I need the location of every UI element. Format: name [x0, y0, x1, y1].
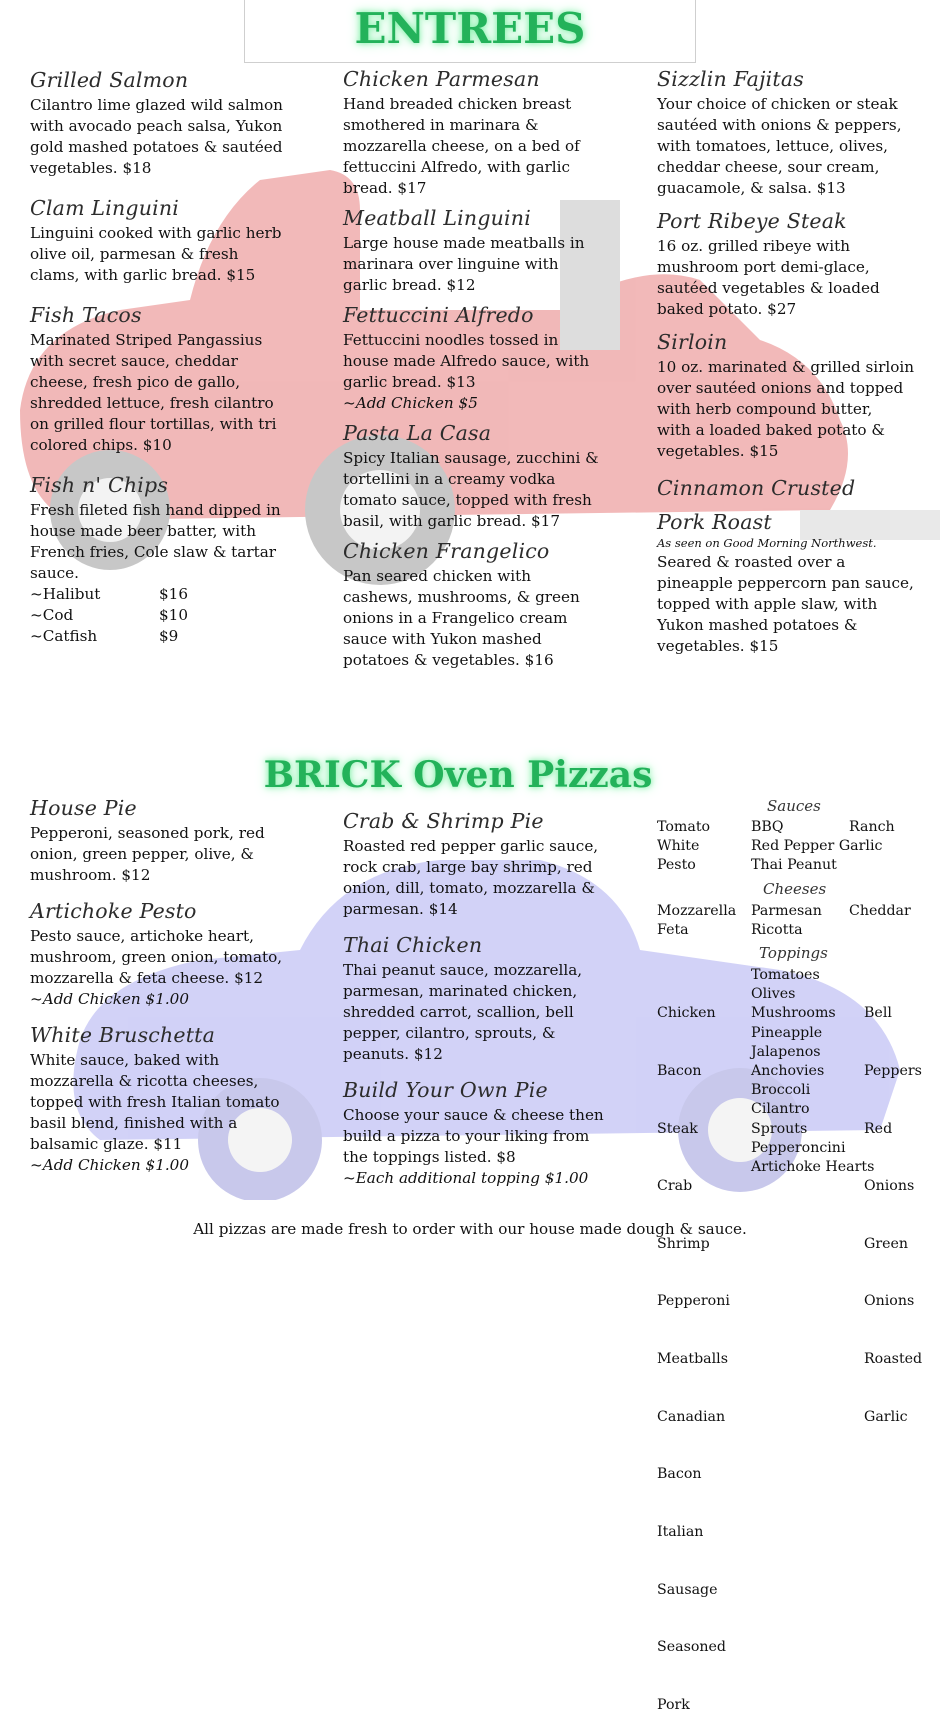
item-desc: shredded lettuce, fresh cilantro [30, 394, 274, 412]
pizzas-column-2 [343, 809, 643, 1189]
item-desc: sautéed with onions & peppers, [657, 116, 902, 134]
item-desc: Seared & roasted over a [657, 553, 846, 571]
topping-option: Italian [657, 1523, 704, 1540]
item-desc: Fettuccini noodles tossed in [343, 331, 559, 349]
topping-option: Peppers [864, 1063, 922, 1080]
item-subtitle: As seen on Good Morning Northwest. [657, 536, 877, 550]
item-desc: Yukon mashed potatoes & [657, 616, 858, 634]
topping-option: Onions [864, 1178, 915, 1195]
item-desc: Large house made meatballs in [343, 234, 585, 252]
item-desc: basil, with garlic bread. $17 [343, 512, 560, 530]
item-desc: pepper, cilantro, sprouts, & [343, 1024, 556, 1042]
topping-option: Shrimp [657, 1235, 710, 1252]
cheeses-column-1 [657, 902, 736, 940]
price-row [30, 584, 330, 605]
item-name: House Pie [30, 796, 137, 820]
topping-option: Green [864, 1235, 909, 1252]
sauce-option: White [657, 838, 700, 855]
topping-option: Bell [864, 1005, 892, 1022]
item-desc: Hand breaded chicken breast [343, 95, 572, 113]
item-name: Chicken Parmesan [343, 67, 540, 91]
topping-option: Pepperoni [657, 1293, 730, 1310]
item-desc: the toppings listed. $8 [343, 1148, 516, 1166]
item-desc: sautéed vegetables & loaded [657, 279, 880, 297]
topping-option: Roasted [864, 1351, 923, 1368]
item-desc: 16 oz. grilled ribeye with [657, 237, 851, 255]
item-desc: with a loaded baked potato & [657, 421, 885, 439]
item-desc: cheddar cheese, sour cream, [657, 158, 880, 176]
topping-option: Anchovies [751, 1063, 825, 1080]
item-desc: onion, green pepper, olive, & [30, 845, 254, 863]
item-desc: balsamic glaze. $11 [30, 1135, 183, 1153]
cheese-option: Mozzarella [657, 903, 737, 919]
sauce-option: Tomato [657, 819, 711, 835]
menu-item-build-your-own-pie [343, 1078, 643, 1189]
item-desc: topped with apple slaw, with [657, 595, 878, 613]
cheeses-heading: Cheeses [763, 880, 827, 898]
item-name: Cinnamon Crusted [657, 476, 856, 500]
menu-item-house-pie [30, 796, 330, 886]
topping-option: Steak [657, 1120, 698, 1137]
topping-option: Meatballs [657, 1351, 728, 1368]
cheese-option: Feta [657, 922, 689, 939]
menu-item-crab-shrimp-pie [343, 809, 643, 920]
item-name: Fish Tacos [30, 303, 142, 327]
topping-option: Pepperoncini [751, 1139, 846, 1156]
item-name: Pork Roast [657, 510, 772, 534]
menu-item-clam-linguini [30, 196, 330, 286]
sauces-column-3 [849, 818, 895, 837]
item-desc: build a pizza to your liking from [343, 1127, 590, 1145]
item-desc: Spicy Italian sausage, zucchini & [343, 449, 599, 467]
menu-item-fettuccini-alfredo [343, 303, 643, 414]
item-desc: Choose your sauce & cheese then [343, 1106, 604, 1124]
item-note: ~Add Chicken $1.00 [30, 1156, 190, 1174]
entrees-column-1 [30, 68, 330, 647]
item-desc: basil blend, finished with a [30, 1114, 238, 1132]
item-desc: mushroom, green onion, tomato, [30, 948, 283, 966]
item-note: ~Add Chicken $1.00 [30, 990, 190, 1008]
item-desc: on grilled flour tortillas, with tri [30, 415, 277, 433]
item-desc: baked potato. $27 [657, 300, 797, 318]
topping-option: Canadian [657, 1408, 726, 1425]
topping-option: Artichoke Hearts [751, 1159, 875, 1176]
topping-option: Sprouts [751, 1120, 808, 1137]
price-option-name: ~Catfish [30, 627, 98, 645]
item-desc: marinara over linguine with [343, 255, 559, 273]
item-desc: bread. $17 [343, 179, 427, 197]
item-name: Build Your Own Pie [343, 1078, 548, 1102]
item-desc: mozzarella cheese, on a bed of [343, 137, 580, 155]
item-name: Grilled Salmon [30, 68, 189, 92]
item-desc: onions in a Frangelico cream [343, 609, 568, 627]
item-desc: mozzarella & ricotta cheeses, [30, 1072, 259, 1090]
topping-option: Onions [864, 1293, 915, 1310]
item-desc: vegetables. $15 [657, 637, 779, 655]
topping-option: Olives [751, 986, 796, 1003]
item-desc: garlic bread. $12 [343, 276, 476, 294]
item-desc: over sautéed onions and topped [657, 379, 904, 397]
cheese-option: Ricotta [751, 922, 803, 939]
menu-item-chicken-frangelico [343, 539, 643, 671]
item-desc: parmesan. $14 [343, 900, 458, 918]
item-desc: parmesan, marinated chicken, [343, 982, 578, 1000]
menu-item-white-bruschetta [30, 1023, 330, 1176]
item-desc: Thai peanut sauce, mozzarella, [343, 961, 583, 979]
item-desc: Linguini cooked with garlic herb [30, 224, 282, 242]
item-desc: 10 oz. marinated & grilled sirloin [657, 358, 914, 376]
cheeses-column-3 [849, 902, 911, 921]
sauces-heading: Sauces [767, 797, 821, 815]
sauce-option: Red Pepper Garlic [751, 838, 883, 855]
cheese-option: Parmesan [751, 903, 822, 919]
topping-option: Tomatoes [751, 967, 820, 983]
sauces-column-1 [657, 818, 710, 876]
price-row [30, 605, 330, 626]
topping-option: Jalapenos [751, 1043, 821, 1060]
topping-option: Pork [657, 1696, 690, 1713]
sauce-option: Thai Peanut [751, 857, 837, 874]
item-note: ~Each additional topping $1.00 [343, 1169, 589, 1187]
item-desc: topped with fresh Italian tomato [30, 1093, 280, 1111]
price-option-name: ~Halibut [30, 585, 101, 603]
toppings-heading: Toppings [759, 944, 828, 962]
item-desc: rock crab, large bay shrimp, red [343, 858, 593, 876]
topping-option: Red [864, 1120, 893, 1137]
menu-item-meatball-linguini [343, 206, 643, 296]
topping-option: Seasoned [657, 1639, 727, 1656]
pizzas-column-1 [30, 796, 330, 1176]
item-name: Pasta La Casa [343, 421, 492, 445]
item-desc: colored chips. $10 [30, 436, 172, 454]
item-desc: fettuccini Alfredo, with garlic [343, 158, 570, 176]
menu-item-thai-chicken [343, 933, 643, 1065]
item-desc: Your choice of chicken or steak [657, 95, 898, 113]
price-row [30, 626, 330, 647]
item-name: Fish n' Chips [30, 473, 169, 497]
item-desc: mushroom port demi-glace, [657, 258, 870, 276]
price-option-price: $16 [159, 585, 188, 603]
toppings-column-2 [751, 966, 874, 1177]
item-desc: cheese, fresh pico de gallo, [30, 373, 241, 391]
item-desc: tortellini in a creamy vodka [343, 470, 556, 488]
menu-item-cinnamon-crusted-pork-roast [657, 476, 937, 657]
topping-option: Cilantro [751, 1101, 810, 1118]
toppings-column-3 [864, 966, 922, 1446]
item-desc: Marinated Striped Pangassius [30, 331, 263, 349]
topping-option: Bacon [657, 1063, 702, 1080]
item-desc: sauce. [30, 564, 79, 582]
topping-option: Broccoli [751, 1082, 811, 1099]
item-note: ~Add Chicken $5 [343, 394, 478, 412]
item-name: Sirloin [657, 330, 728, 354]
price-option-price: $10 [159, 606, 188, 624]
topping-option: Bacon [657, 1466, 702, 1483]
pizza-footer-note: All pizzas are made fresh to order with our house made dough & sauce. [193, 1220, 747, 1238]
menu-item-artichoke-pesto [30, 899, 330, 1010]
cheese-option: Cheddar [849, 903, 911, 919]
entrees-column-2 [343, 67, 643, 671]
menu-item-pasta-la-casa [343, 421, 643, 532]
item-desc: vegetables. $18 [30, 159, 152, 177]
item-desc: French fries, Cole slaw & tartar [30, 543, 277, 561]
price-option-name: ~Cod [30, 606, 74, 624]
item-name: Meatball Linguini [343, 206, 531, 230]
item-desc: clams, with garlic bread. $15 [30, 266, 256, 284]
item-desc: with tomatoes, lettuce, olives, [657, 137, 888, 155]
cheeses-column-2 [751, 902, 822, 940]
item-desc: olive oil, parmesan & fresh [30, 245, 239, 263]
item-desc: cashews, mushrooms, & green [343, 588, 580, 606]
item-desc: Pesto sauce, artichoke heart, [30, 927, 254, 945]
item-desc: with secret sauce, cheddar [30, 352, 238, 370]
menu-item-grilled-salmon [30, 68, 330, 179]
item-name: Clam Linguini [30, 196, 180, 220]
item-name: Sizzlin Fajitas [657, 67, 804, 91]
item-name: Crab & Shrimp Pie [343, 809, 544, 833]
topping-option: Chicken [657, 1005, 716, 1022]
item-desc: potatoes & vegetables. $16 [343, 651, 554, 669]
menu-item-sizzlin-fajitas [657, 67, 937, 199]
item-desc: Pan seared chicken with [343, 567, 532, 585]
price-option-price: $9 [159, 627, 179, 645]
menu-item-port-ribeye-steak [657, 209, 937, 320]
topping-option: Sausage [657, 1581, 718, 1598]
entrees-column-3 [657, 67, 937, 657]
topping-option: Garlic [864, 1408, 908, 1425]
item-name: White Bruschetta [30, 1023, 216, 1047]
item-desc: mozzarella & feta cheese. $12 [30, 969, 264, 987]
topping-option: Mushrooms [751, 1005, 836, 1022]
item-desc: house made beer batter, with [30, 522, 257, 540]
item-desc: peanuts. $12 [343, 1045, 443, 1063]
item-name: Port Ribeye Steak [657, 209, 847, 233]
item-desc: sauce with Yukon mashed [343, 630, 542, 648]
item-desc: house made Alfredo sauce, with [343, 352, 590, 370]
topping-option: Pineapple [751, 1024, 823, 1041]
item-name: Fettuccini Alfredo [343, 303, 534, 327]
item-desc: pineapple peppercorn pan sauce, [657, 574, 914, 592]
item-desc: vegetables. $15 [657, 442, 779, 460]
item-desc: onion, dill, tomato, mozzarella & [343, 879, 595, 897]
item-name: Thai Chicken [343, 933, 483, 957]
item-desc: tomato sauce, topped with fresh [343, 491, 592, 509]
sauce-option: Ranch [849, 819, 895, 835]
item-desc: garlic bread. $13 [343, 373, 476, 391]
item-desc: Cilantro lime glazed wild salmon [30, 96, 283, 114]
menu-item-fish-n-chips [30, 473, 330, 647]
entrees-title: ENTREES [354, 4, 586, 53]
topping-option: Crab [657, 1178, 693, 1195]
pizzas-title: BRICK Oven Pizzas [263, 754, 653, 796]
menu-item-chicken-parmesan [343, 67, 643, 199]
sauce-option: BBQ [751, 819, 784, 835]
item-desc: with herb compound butter, [657, 400, 873, 418]
sauce-option: Pesto [657, 857, 696, 874]
item-name: Artichoke Pesto [30, 899, 197, 923]
menu-item-sirloin [657, 330, 937, 462]
item-desc: gold mashed potatoes & sautéed [30, 138, 283, 156]
item-desc: Pepperoni, seasoned pork, red [30, 824, 265, 842]
toppings-column-1 [657, 966, 730, 1734]
item-desc: smothered in marinara & [343, 116, 539, 134]
menu-item-fish-tacos [30, 303, 330, 456]
item-desc: Fresh fileted fish hand dipped in [30, 501, 281, 519]
item-name: Chicken Frangelico [343, 539, 550, 563]
item-desc: Roasted red pepper garlic sauce, [343, 837, 599, 855]
item-desc: shredded carrot, scallion, bell [343, 1003, 574, 1021]
item-desc: White sauce, baked with [30, 1051, 220, 1069]
item-desc: guacamole, & salsa. $13 [657, 179, 846, 197]
item-desc: with avocado peach salsa, Yukon [30, 117, 283, 135]
item-desc: mushroom. $12 [30, 866, 151, 884]
